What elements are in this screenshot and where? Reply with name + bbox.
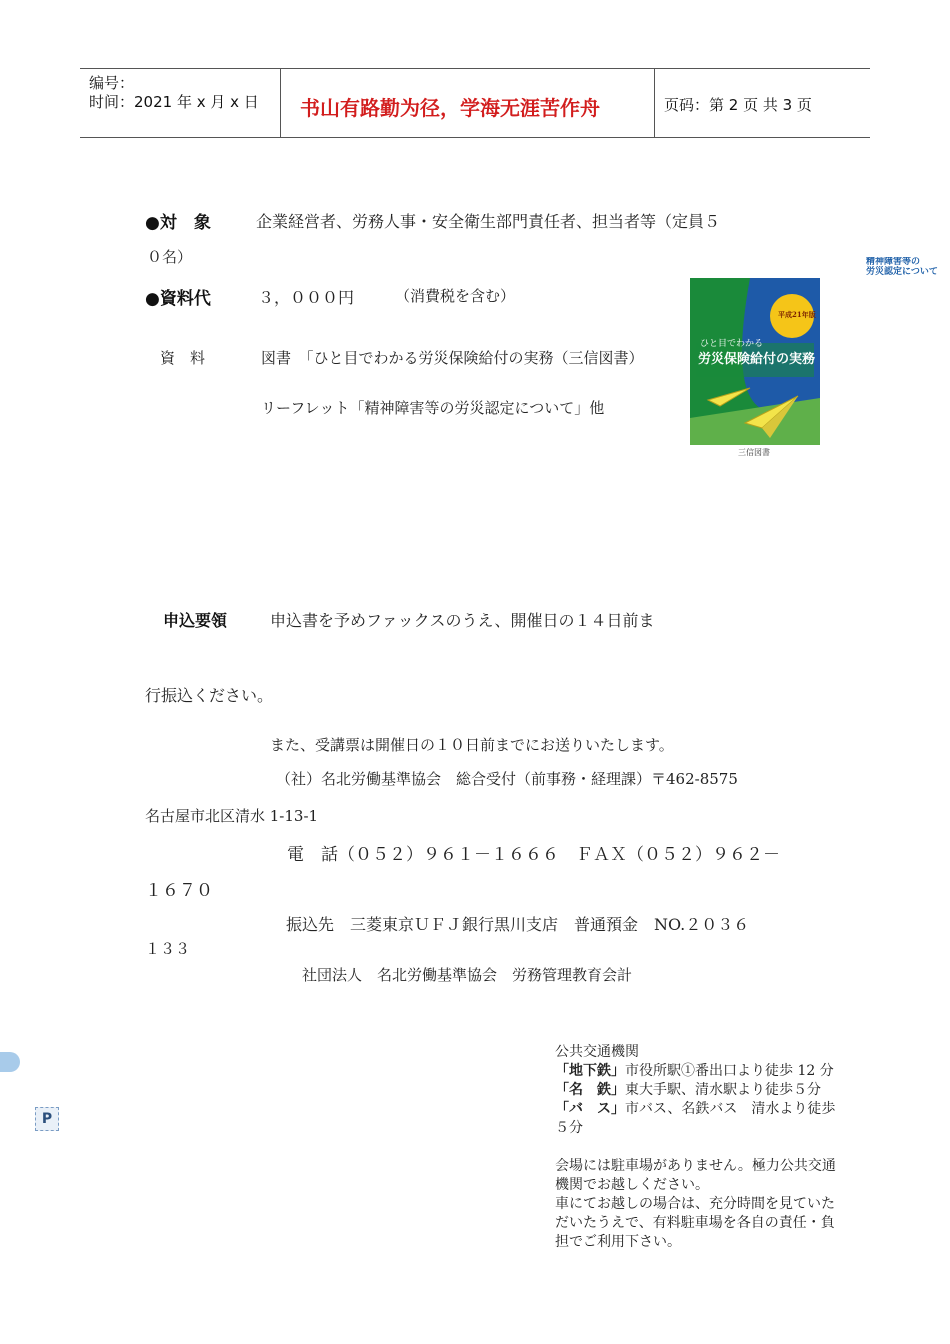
motto: 书山有路勤为径，学海无涯苦作舟 xyxy=(300,96,600,120)
book-publisher: 三信図書 xyxy=(738,448,770,457)
leaflet-label xyxy=(866,257,950,277)
account-name: 社団法人 名北労働基準協会 労務管理教育会計 xyxy=(302,966,633,984)
association-line1: （社）名北労働基準協会 総合受付（前事務・経理課）〒462-8575 xyxy=(276,770,738,788)
book-subtitle: ひと目でわかる xyxy=(700,339,764,349)
car-line2: だいたうえで、有料駐車場を各自の責任・負 xyxy=(555,1215,835,1231)
header-motto-cell xyxy=(280,69,655,137)
materials-item1: 図書 「ひと目でわかる労災保険給付の実務（三信図書） xyxy=(261,349,644,367)
target-text-line1: 企業経営者、労務人事・安全衛生部門責任者、担当者等（定員５ xyxy=(256,212,721,231)
number-label: 编号： xyxy=(89,74,135,92)
parking-line1: 会場には駐車場がありません。極力公共交通 xyxy=(555,1158,836,1174)
transit-info xyxy=(555,1043,900,1252)
book-cover-art xyxy=(690,278,820,462)
application-text-line1: 申込書を予めファックスのうえ、開催日の１４日前ま xyxy=(270,611,655,630)
association-address: 名古屋市北区清水 1-13-1 xyxy=(145,807,319,825)
book-title: 労災保険給付の実務 xyxy=(698,352,816,367)
bus-label: 「バ ス」 xyxy=(555,1101,625,1117)
fee-note: （消費税を含む） xyxy=(395,287,516,305)
meitetsu-text: 東大手駅、清水駅より徒歩５分 xyxy=(625,1082,821,1098)
car-line3: 担でご利用下さい。 xyxy=(555,1234,681,1250)
bus-text-continued: ５分 xyxy=(555,1120,583,1136)
margin-marker-shape xyxy=(0,1052,20,1072)
bank-line1: 振込先 三菱東京ＵＦＪ銀行黒川支店 普通預金 NO.２０３６ xyxy=(286,915,750,934)
fee-label: ●資料代 xyxy=(145,289,211,309)
parking-line2: 機関でお越しください。 xyxy=(555,1177,709,1193)
bus-text: 市バス、名鉄バス 清水より徒歩 xyxy=(625,1101,836,1117)
meitetsu-label: 「名 鉄」 xyxy=(555,1082,625,1098)
target-text-line2: ０名） xyxy=(147,248,193,266)
header-info-cell xyxy=(80,69,281,137)
bank-line2: １３３ xyxy=(145,940,191,958)
leaflet-label-line2: 労災認定について xyxy=(866,267,938,277)
book-edition: 平成21年版 xyxy=(778,310,816,319)
target-label: ●対 象 xyxy=(145,213,211,233)
header-page-cell xyxy=(655,69,870,137)
transit-meitetsu xyxy=(555,1081,900,1100)
fee-amount: ３，０００円 xyxy=(258,288,355,307)
transit-bus xyxy=(555,1100,900,1119)
tel-fax-line2: １６７０ xyxy=(145,881,213,901)
header-table xyxy=(80,68,870,138)
ticket-note: また、受講票は開催日の１０日前までにお送りいたします。 xyxy=(270,736,674,754)
car-line1: 車にてお越しの場合は、充分時間を見ていた xyxy=(555,1196,835,1212)
page-label: 页码：第 2 页 共 3 页 xyxy=(664,96,812,114)
materials-item2: リーフレット「精神障害等の労災認定について」他 xyxy=(261,399,605,417)
book-cover-image xyxy=(690,278,820,462)
subway-label: 「地下鉄」 xyxy=(555,1063,625,1079)
transit-subway xyxy=(555,1062,900,1081)
subway-text: 市役所駅①番出口より徒歩 12 分 xyxy=(625,1063,834,1079)
materials-label: 資 料 xyxy=(160,349,206,367)
leaflet-label-line1: 精神障害等の xyxy=(866,257,921,267)
tel-fax-line1: 電 話（０５２）９６１－１６６６ ＦＡＸ（０５２）９６２－ xyxy=(287,845,780,865)
application-text-line2: 行振込ください。 xyxy=(145,686,274,705)
transit-spacer xyxy=(555,1138,900,1157)
application-label: 申込要領 xyxy=(163,611,228,630)
transit-title: 公共交通機関 xyxy=(555,1044,639,1060)
parking-icon: P xyxy=(35,1107,59,1131)
time-label: 时间：2021 年 x 月 x 日 xyxy=(89,93,259,111)
